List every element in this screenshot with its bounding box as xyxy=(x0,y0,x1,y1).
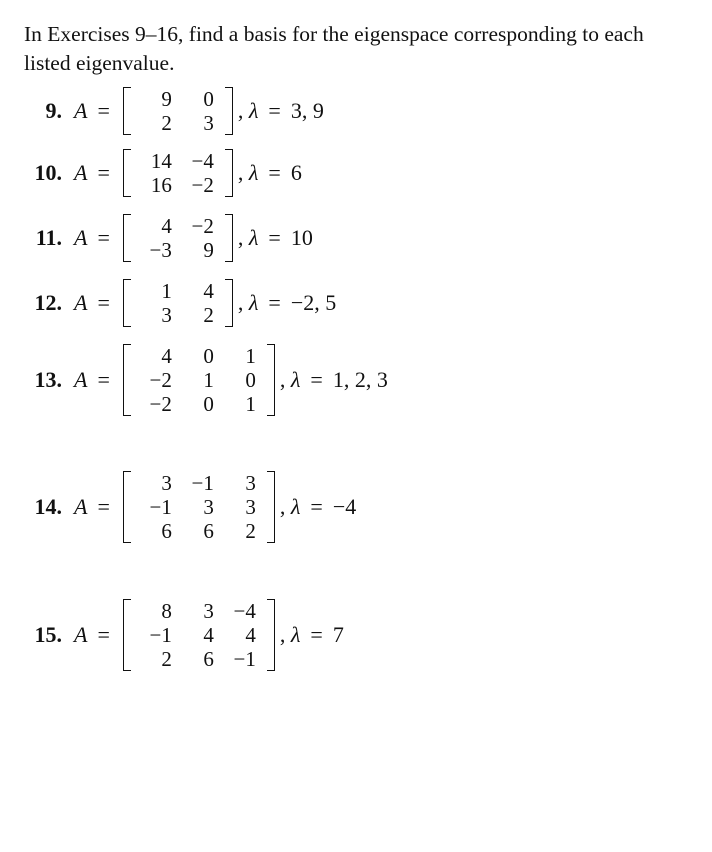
matrix-entry: 6 xyxy=(203,519,214,543)
exercise-item xyxy=(24,87,324,135)
matrix-row xyxy=(136,344,262,368)
matrix-entry: 6 xyxy=(203,647,214,671)
matrix-row xyxy=(136,495,262,519)
matrix xyxy=(120,87,236,135)
eigenvalue-list xyxy=(238,225,313,251)
matrix-name: A xyxy=(74,290,88,315)
matrix-entry: 6 xyxy=(161,519,172,543)
lambda-symbol: λ xyxy=(248,290,259,315)
eigenvalues: 7 xyxy=(332,622,344,647)
exercise-number: 13. xyxy=(34,367,62,392)
matrix-entry: −3 xyxy=(149,238,172,262)
eigenvalues: 6 xyxy=(290,160,302,185)
matrix-name: A xyxy=(74,494,88,519)
lambda-symbol: λ xyxy=(290,622,301,647)
matrix-entry: 1 xyxy=(203,368,214,392)
lambda-symbol: λ xyxy=(290,367,301,392)
matrix-row xyxy=(136,519,262,543)
matrix-entry: −2 xyxy=(149,368,172,392)
exercise-number: 10. xyxy=(34,160,62,185)
eigenvalues: 1, 2, 3 xyxy=(332,367,388,392)
equals-sign: = xyxy=(97,367,110,392)
matrix-row xyxy=(136,647,262,671)
matrix-row xyxy=(136,392,262,416)
matrix-row xyxy=(136,87,220,111)
matrix-row xyxy=(136,214,220,238)
exercise-item xyxy=(24,471,356,543)
lambda-symbol: λ xyxy=(248,160,259,185)
matrix-entry: −2 xyxy=(191,214,214,238)
matrix-entry: 4 xyxy=(203,279,214,303)
matrix-entry: 4 xyxy=(245,623,256,647)
eigenvalue-list xyxy=(238,290,336,316)
exercise-item xyxy=(24,344,388,416)
matrix-entry: 8 xyxy=(161,599,172,623)
matrix-row xyxy=(136,623,262,647)
matrix-entries xyxy=(136,149,220,197)
eigenvalue-list xyxy=(238,98,324,124)
matrix-row xyxy=(136,111,220,135)
matrix-entry: 2 xyxy=(203,303,214,327)
matrix-entry: 0 xyxy=(203,392,214,416)
matrix-row xyxy=(136,173,220,197)
exercise-number: 14. xyxy=(34,494,62,519)
lambda-symbol: λ xyxy=(290,494,301,519)
matrix-entry: −2 xyxy=(149,392,172,416)
lambda-symbol: λ xyxy=(248,225,259,250)
matrix-entry: −1 xyxy=(233,647,256,671)
comma: , xyxy=(237,225,249,250)
matrix-row xyxy=(136,279,220,303)
matrix-entry: −4 xyxy=(233,599,256,623)
matrix-entry: 9 xyxy=(161,87,172,111)
eigenvalue-list xyxy=(280,367,388,393)
matrix-entry: −2 xyxy=(191,173,214,197)
matrix-name: A xyxy=(74,367,88,392)
matrix-entry: −1 xyxy=(149,623,172,647)
matrix xyxy=(120,279,236,327)
matrix-name: A xyxy=(74,622,88,647)
eigenvalues: −4 xyxy=(332,494,357,519)
instructions-paragraph: In Exercises 9–16, find a basis for the eigenspace corresponding to each listed eigenvalue. xyxy=(24,22,644,75)
matrix-entries xyxy=(136,599,262,671)
matrix-row xyxy=(136,599,262,623)
matrix xyxy=(120,149,236,197)
equals-sign: = xyxy=(268,98,281,123)
matrix-name: A xyxy=(74,160,88,185)
matrix-row xyxy=(136,303,220,327)
lambda-symbol: λ xyxy=(248,98,259,123)
matrix-entry: 3 xyxy=(203,495,214,519)
matrix-row xyxy=(136,149,220,173)
eigenvalue-list xyxy=(280,494,356,520)
matrix xyxy=(120,471,278,543)
comma: , xyxy=(279,622,291,647)
exercise-number: 9. xyxy=(45,98,62,123)
matrix xyxy=(120,344,278,416)
matrix-entry: 4 xyxy=(161,344,172,368)
exercise-number: 15. xyxy=(34,622,62,647)
matrix-entries xyxy=(136,87,220,135)
equals-sign: = xyxy=(97,494,110,519)
matrix-entry: 3 xyxy=(161,471,172,495)
equals-sign: = xyxy=(310,494,323,519)
eigenvalue-list xyxy=(280,622,344,648)
matrix-entry: −1 xyxy=(191,471,214,495)
matrix-row xyxy=(136,238,220,262)
equals-sign: = xyxy=(310,622,323,647)
equals-sign: = xyxy=(268,225,281,250)
matrix-entry: 4 xyxy=(161,214,172,238)
eigenvalues: 10 xyxy=(290,225,313,250)
equals-sign: = xyxy=(268,160,281,185)
matrix-entry: 0 xyxy=(203,87,214,111)
comma: , xyxy=(279,494,291,519)
exercise-number: 11. xyxy=(35,225,62,250)
matrix-entries xyxy=(136,344,262,416)
matrix-entries xyxy=(136,214,220,262)
matrix-entry: 2 xyxy=(161,647,172,671)
matrix-entry: 1 xyxy=(245,392,256,416)
matrix-entry: 2 xyxy=(245,519,256,543)
equals-sign: = xyxy=(97,225,110,250)
exercise-item xyxy=(24,214,313,262)
matrix-entry: 0 xyxy=(245,368,256,392)
matrix-name: A xyxy=(74,225,88,250)
matrix-entry: 2 xyxy=(161,111,172,135)
matrix-name: A xyxy=(74,98,88,123)
comma: , xyxy=(237,160,249,185)
matrix-entry: 16 xyxy=(150,173,172,197)
matrix-entry: 14 xyxy=(150,149,172,173)
matrix-entry: 3 xyxy=(245,471,256,495)
eigenvalues: 3, 9 xyxy=(290,98,324,123)
matrix-entry: 3 xyxy=(203,599,214,623)
exercise-item xyxy=(24,149,302,197)
comma: , xyxy=(237,290,249,315)
eigenvalue-list xyxy=(238,160,302,186)
matrix-row xyxy=(136,368,262,392)
equals-sign: = xyxy=(97,622,110,647)
equals-sign: = xyxy=(97,290,110,315)
exercise-number: 12. xyxy=(34,290,62,315)
comma: , xyxy=(279,367,291,392)
equals-sign: = xyxy=(268,290,281,315)
matrix-entry: 1 xyxy=(245,344,256,368)
matrix-entry: 9 xyxy=(203,238,214,262)
exercise-item xyxy=(24,599,344,671)
matrix-entries xyxy=(136,279,220,327)
exercise-item xyxy=(24,279,336,327)
matrix-entry: 3 xyxy=(245,495,256,519)
matrix-entry: 4 xyxy=(203,623,214,647)
matrix-row xyxy=(136,471,262,495)
matrix-entry: 3 xyxy=(203,111,214,135)
matrix-entry: 0 xyxy=(203,344,214,368)
eigenvalues: −2, 5 xyxy=(290,290,337,315)
matrix-entry: 1 xyxy=(161,279,172,303)
equals-sign: = xyxy=(97,98,110,123)
cropped-top-text xyxy=(0,0,712,14)
equals-sign: = xyxy=(310,367,323,392)
matrix-entry: −1 xyxy=(149,495,172,519)
matrix-entry: 3 xyxy=(161,303,172,327)
comma: , xyxy=(237,98,249,123)
matrix-entries xyxy=(136,471,262,543)
matrix-entry: −4 xyxy=(191,149,214,173)
matrix xyxy=(120,599,278,671)
equals-sign: = xyxy=(97,160,110,185)
matrix xyxy=(120,214,236,262)
